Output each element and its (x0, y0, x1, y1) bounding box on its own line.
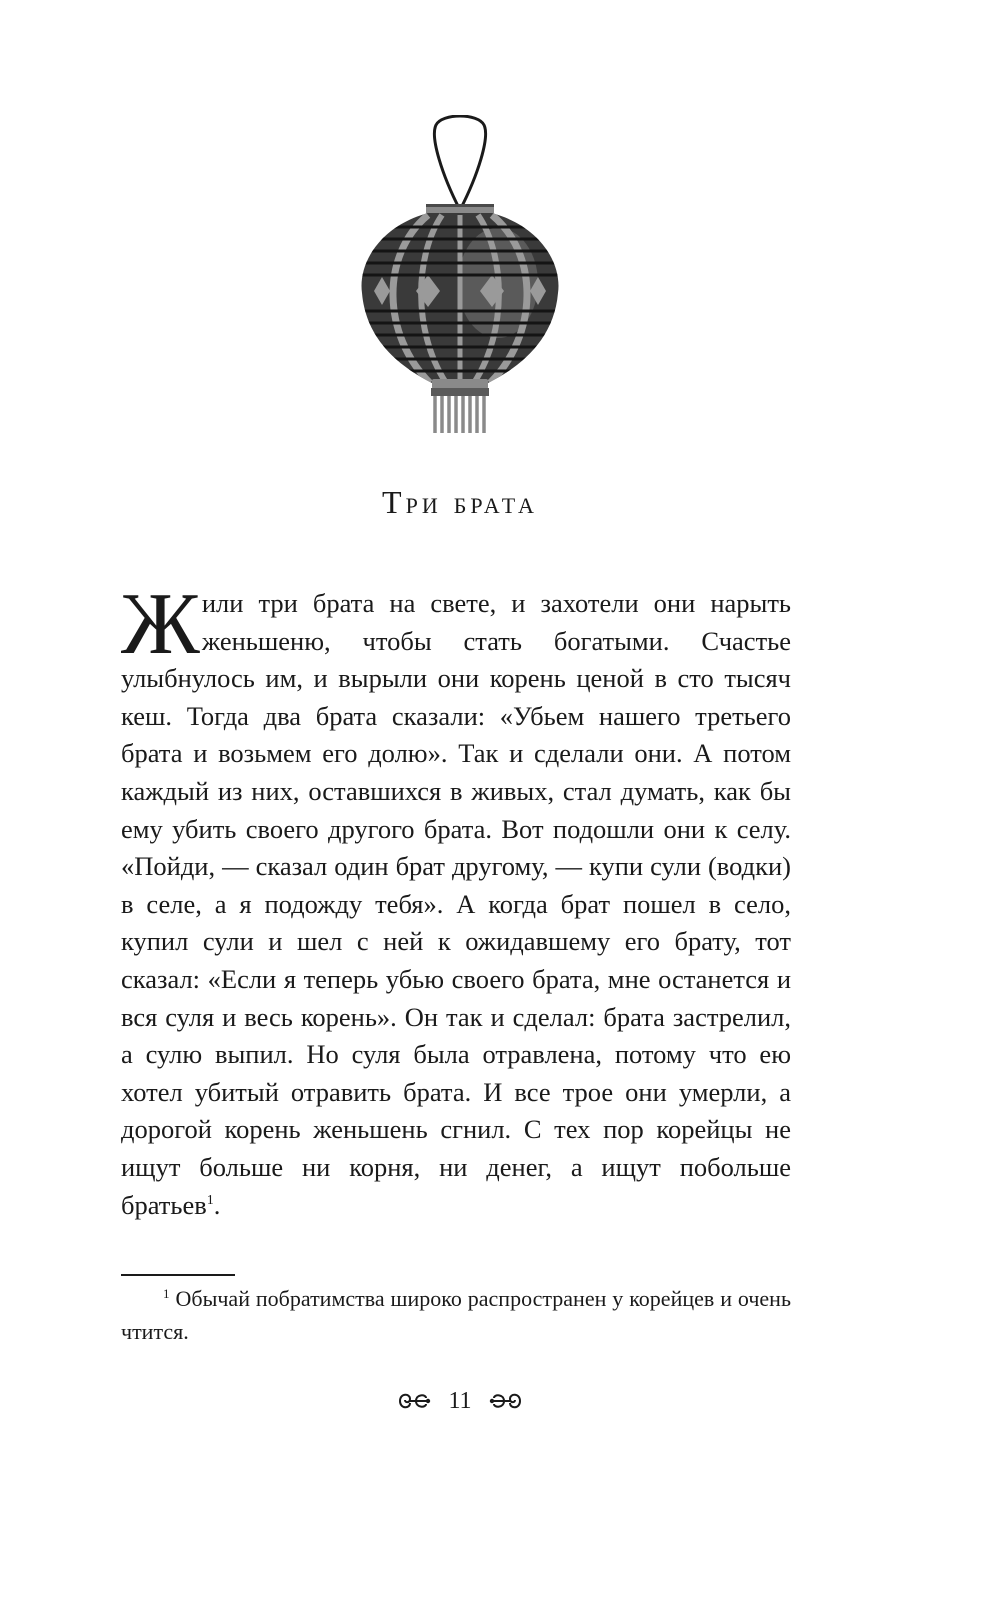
body-text: или три брата на свете, и захотели они нарыть женьшеню, чтобы стать богатыми. Счастье улыбнулось им, и вырыли они корень ценой в сто тысяч кеш. Тогда два брата сказали: «Убьем нашего третьего брата и возьмем его долю». Так и сделали они. А потом каждый из них, оставшихся в живых, стал думать, как бы ему убить своего другого брата. Вот подошли они к селу. «Пойди, — сказал один брат другому, — купи сули (водки) в селе, а я подожду тебя». А когда брат пошел в село, купил сули и шел с ней к ожидавшему его брату, тот сказал: «Если я теперь убью своего брата, мне останется и вся суля и весь корень». Он так и сделал: брата застрелил, а сулю выпил. Но суля была отравлена, потому что ею хотел убитый отравить брата. И все трое они умерли, а дорогой корень женьшень сгнил. С тех пор корейцы не ищут больше ни корня, ни денег, а ищут побольше братьев (121, 588, 791, 1220)
page-number: 11 (448, 1388, 472, 1415)
left-ornament-icon (396, 1387, 432, 1415)
footnote-reference: 1 (206, 1192, 214, 1208)
chapter-title: Три брата (382, 484, 538, 520)
footnote-text: Обычай побратимства широко распространен у корейцев и очень чтится. (121, 1286, 791, 1344)
body-paragraph (121, 576, 791, 1224)
right-ornament-icon (488, 1387, 524, 1415)
footnote (121, 1282, 791, 1348)
footnote-marker: 1 (163, 1285, 170, 1301)
body-end: . (213, 1189, 221, 1220)
lantern-illustration (360, 115, 560, 450)
drop-cap: Ж (121, 576, 200, 673)
page-footer (0, 1382, 920, 1419)
footnote-divider (121, 1274, 235, 1276)
